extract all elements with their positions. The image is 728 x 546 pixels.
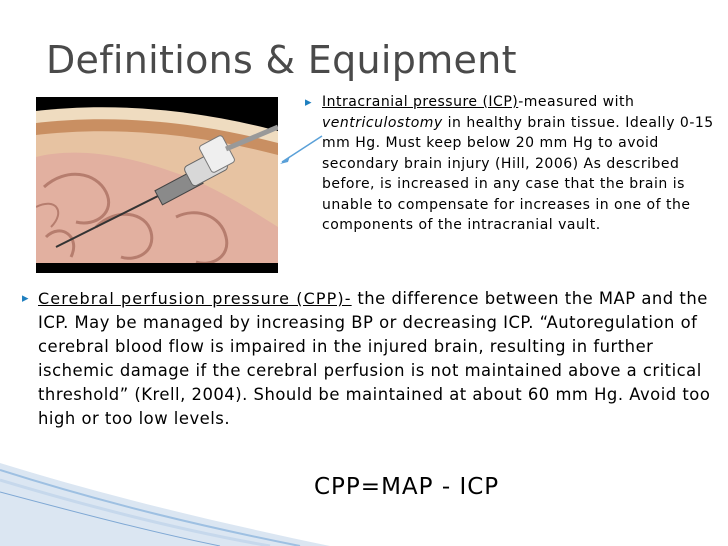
cpp-body: the difference between the MAP and the ICP. May be managed by increasing BP or decreasing ICP. “Autoregulation of cerebral blood flow is impaired in the injured brain, resulting in further ischemic damage if the cerebral perfusion is not maintained above a critical threshold” (Krell, 2004). Should be maintained at about 60 mm Hg. Avoid too high or too low levels.: [38, 289, 711, 428]
icp-italic-term: ventriculostomy: [322, 114, 443, 131]
ventriculostomy-illustration: [36, 97, 278, 273]
bullet-icon: ▸: [22, 291, 29, 306]
slide-title: Definitions & Equipment: [46, 38, 517, 82]
icp-body-before: -measured with: [518, 94, 635, 110]
cpp-term: Cerebral perfusion pressure (CPP)-: [38, 289, 352, 308]
bullet-icon: ▸: [305, 95, 312, 110]
icp-term: Intracranial pressure (ICP): [322, 94, 519, 110]
icp-body-after: in healthy brain tissue. Ideally 0-15 mm Hg. Must keep below 20 mm Hg to avoid secondary brain injury (Hill, 2006) As described before, is increased in any case that the brain is unable to compensate for increases in one of the components of the intracranial vault.: [322, 114, 714, 233]
pointer-arrow: [276, 132, 326, 172]
cpp-definition: [38, 287, 718, 431]
cpp-formula: CPP=MAP - ICP: [314, 474, 500, 500]
icp-definition: [322, 92, 722, 236]
